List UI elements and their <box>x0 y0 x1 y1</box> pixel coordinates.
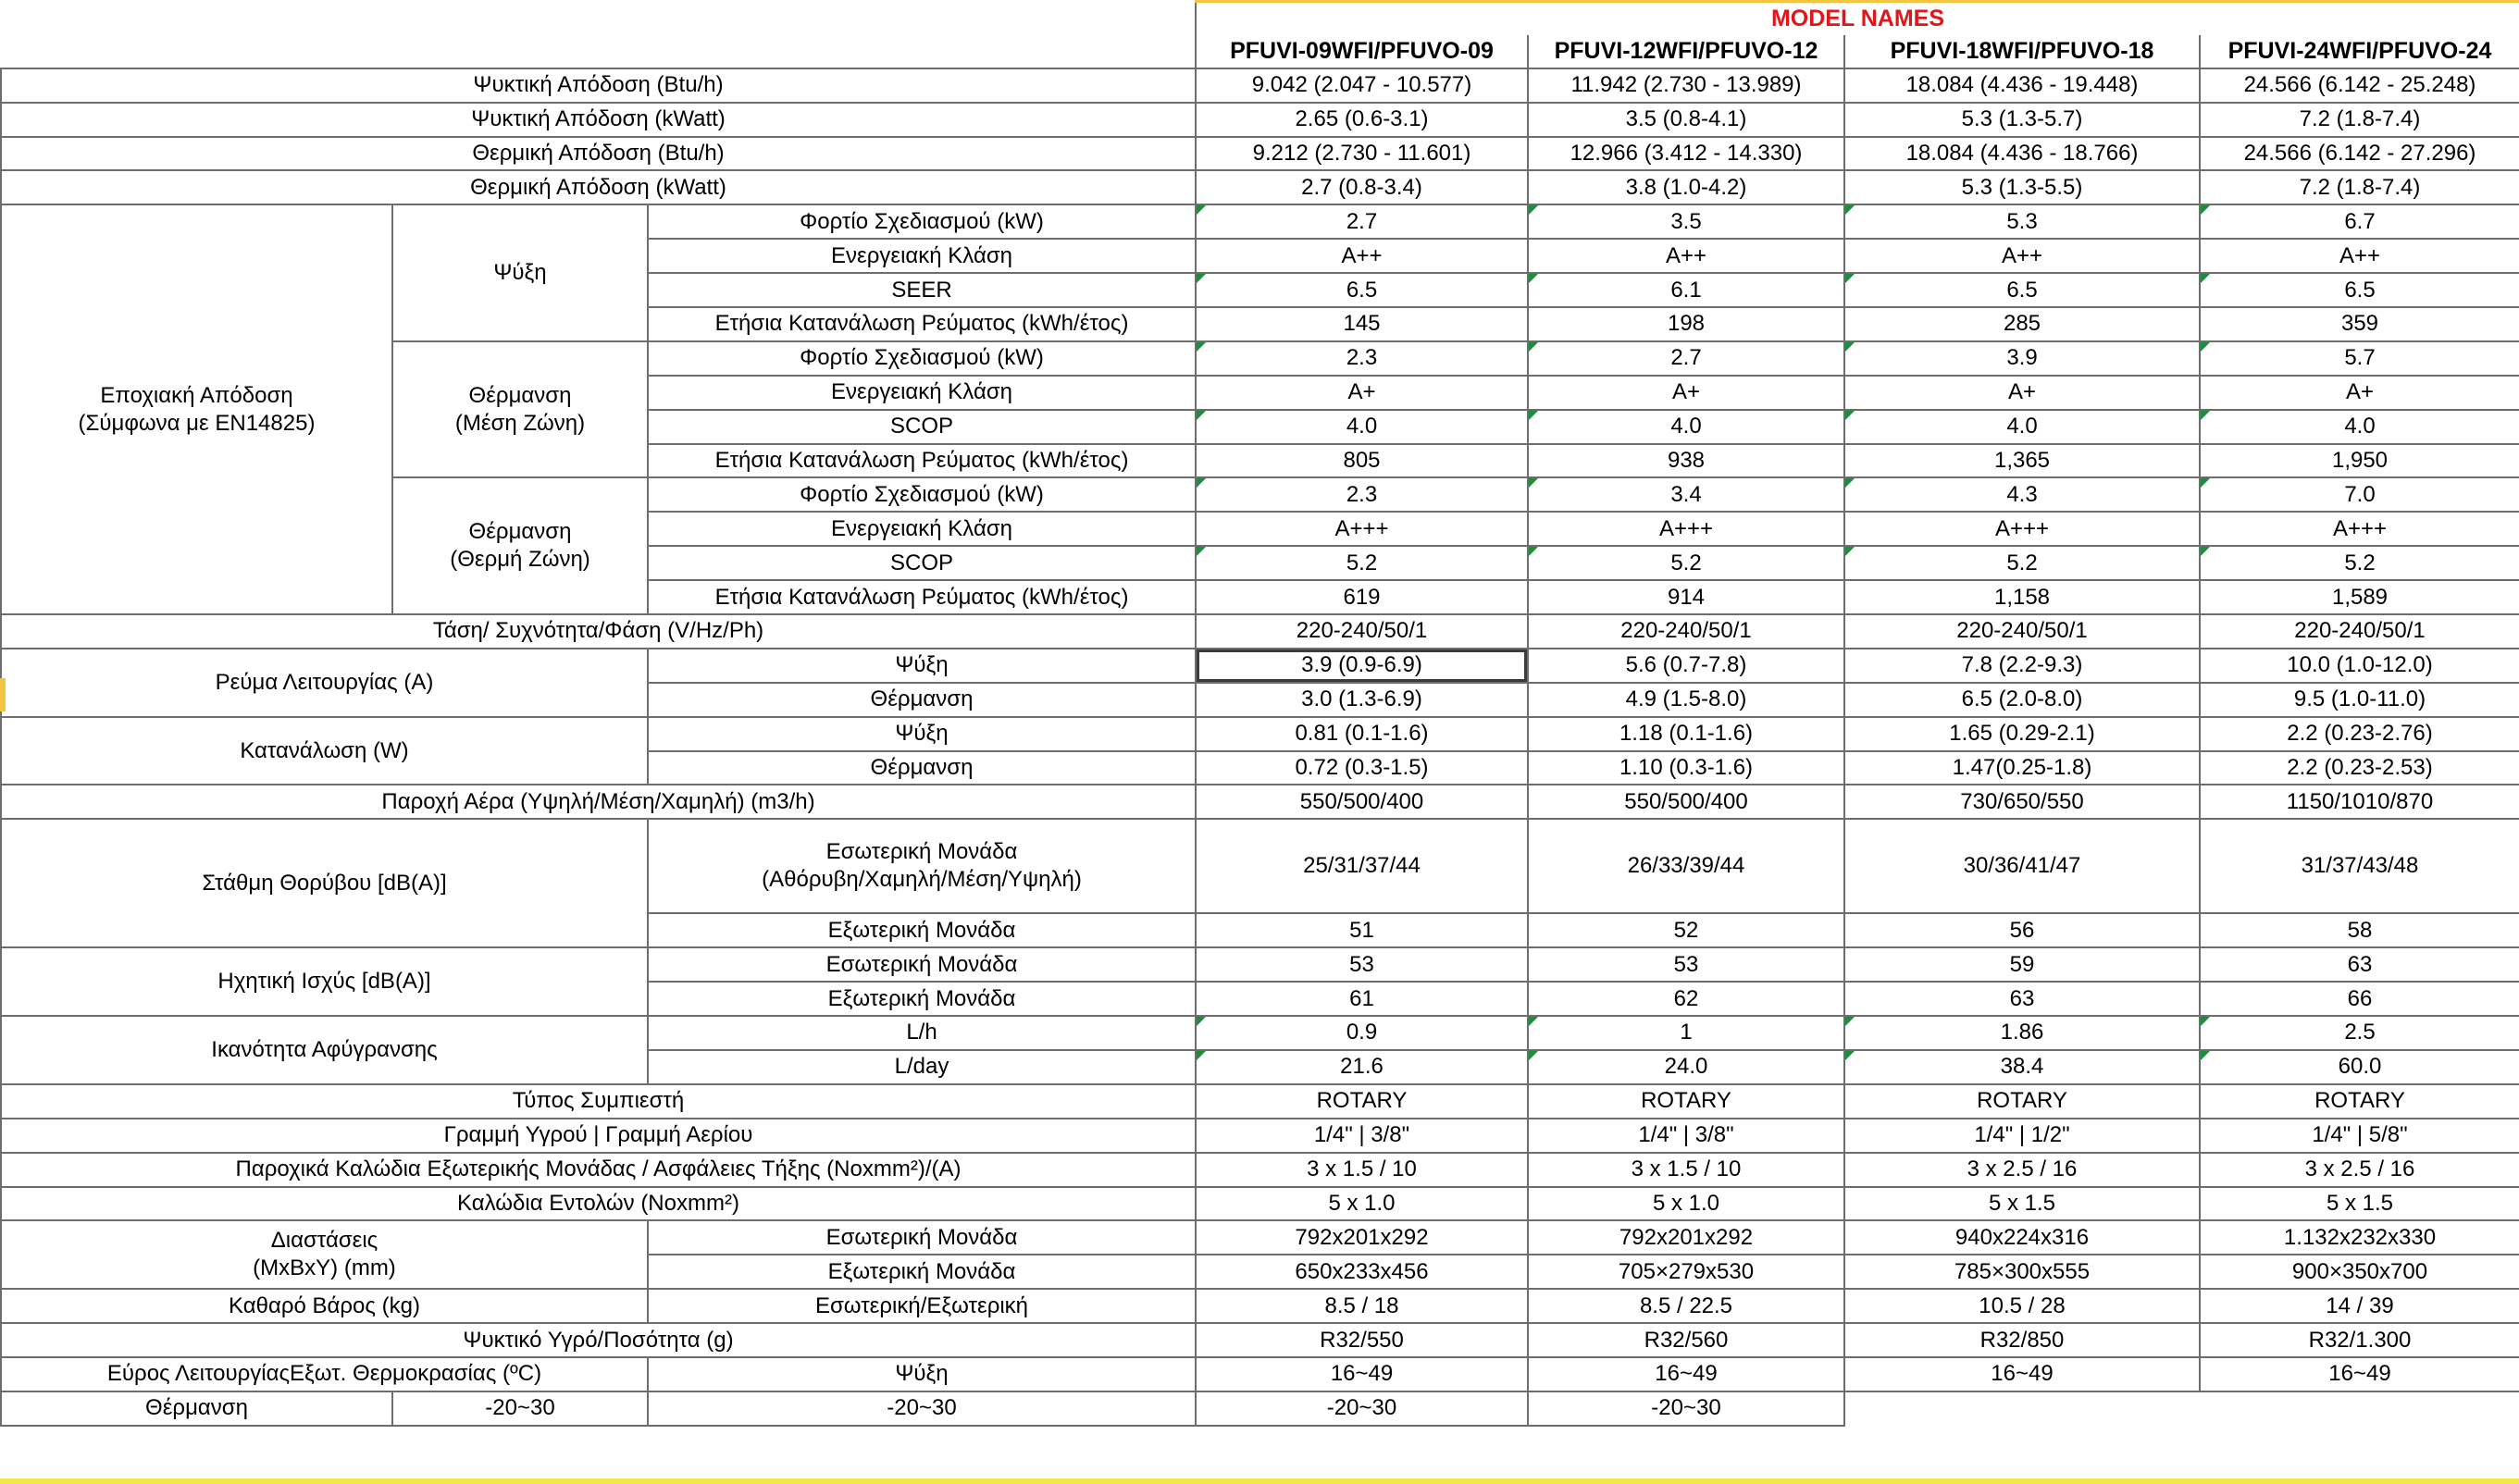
value-cell[interactable]: A++ <box>1528 239 1844 273</box>
row-label[interactable]: Ψυκτική Απόδοση (kWatt) <box>1 103 1196 137</box>
value-cell[interactable]: 3 x 2.5 / 16 <box>2200 1153 2519 1187</box>
row-label[interactable]: Θέρμανση <box>648 683 1196 717</box>
row-label[interactable]: Εξωτερική Μονάδα <box>648 982 1196 1016</box>
row-label[interactable]: Ψύξη <box>648 1357 1196 1391</box>
table-row <box>1 1187 2519 1221</box>
value-cell[interactable]: 550/500/400 <box>1528 785 1844 819</box>
value-cell[interactable]: 1150/1010/870 <box>2200 785 2519 819</box>
table-row <box>1 1119 2519 1153</box>
value-cell[interactable]: 1.47(0.25-1.8) <box>1844 751 2200 785</box>
value-cell[interactable]: 58 <box>2200 913 2519 947</box>
value-cell[interactable]: 2.2 (0.23-2.53) <box>2200 751 2519 785</box>
value-cell[interactable]: A+ <box>2200 376 2519 410</box>
table-row <box>1 947 2519 982</box>
value-cell[interactable]: 3.8 (1.0-4.2) <box>1528 170 1844 204</box>
row-label[interactable]: SCOP <box>648 410 1196 444</box>
value-cell[interactable]: 8.5 / 22.5 <box>1528 1289 1844 1323</box>
value-cell[interactable]: 62 <box>1528 982 1844 1016</box>
value-cell[interactable]: ROTARY <box>2200 1084 2519 1119</box>
value-cell[interactable]: A+++ <box>1528 512 1844 546</box>
table-row <box>1 137 2519 171</box>
value-cell[interactable]: 2.7 <box>1196 204 1528 239</box>
value-cell[interactable]: 2.65 (0.6-3.1) <box>1196 103 1528 137</box>
group-label[interactable]: Καθαρό Βάρος (kg) <box>1 1289 648 1323</box>
value-cell[interactable]: 26/33/39/44 <box>1528 819 1844 913</box>
row-label[interactable]: Ενεργειακή Κλάση <box>648 512 1196 546</box>
row-label[interactable]: Ψύξη <box>648 649 1196 683</box>
value-cell[interactable]: 1/4" | 5/8" <box>2200 1119 2519 1153</box>
value-cell[interactable]: A+++ <box>2200 512 2519 546</box>
value-cell[interactable]: 52 <box>1528 913 1844 947</box>
value-cell[interactable]: 7.2 (1.8-7.4) <box>2200 103 2519 137</box>
model-names-banner[interactable]: MODEL NAMES <box>1196 2 2519 35</box>
value-cell[interactable]: 938 <box>1528 444 1844 478</box>
value-cell[interactable]: 0.9 <box>1196 1016 1528 1050</box>
value-cell[interactable]: 9.5 (1.0-11.0) <box>2200 683 2519 717</box>
value-cell[interactable]: 220-240/50/1 <box>1528 614 1844 649</box>
row-label[interactable]: Εσωτερική Μονάδα (Αθόρυβη/Χαμηλή/Μέση/Υψηλή) <box>648 819 1196 913</box>
value-cell[interactable]: 2.3 <box>1196 477 1528 512</box>
value-cell[interactable]: 30/36/41/47 <box>1844 819 2200 913</box>
value-cell[interactable]: 198 <box>1528 307 1844 341</box>
value-cell[interactable]: 59 <box>1844 947 2200 982</box>
value-cell[interactable]: -20~30 <box>648 1391 1196 1426</box>
row-label[interactable]: Θέρμανση <box>648 751 1196 785</box>
value-cell[interactable]: 4.3 <box>1844 477 2200 512</box>
value-cell[interactable]: 16~49 <box>1528 1357 1844 1391</box>
value-cell[interactable]: 63 <box>1844 982 2200 1016</box>
value-cell[interactable]: 6.1 <box>1528 273 1844 307</box>
value-cell[interactable]: 1.86 <box>1844 1016 2200 1050</box>
row-label[interactable]: Ετήσια Κατανάλωση Ρεύματος (kWh/έτος) <box>648 444 1196 478</box>
value-cell[interactable]: -20~30 <box>1528 1391 1844 1426</box>
value-cell[interactable]: 9.042 (2.047 - 10.577) <box>1196 68 1528 103</box>
value-cell[interactable]: 5 x 1.5 <box>2200 1187 2519 1221</box>
value-cell[interactable]: A+ <box>1844 376 2200 410</box>
value-cell[interactable]: 5.2 <box>1196 546 1528 580</box>
value-cell[interactable]: 619 <box>1196 580 1528 614</box>
value-cell[interactable]: ROTARY <box>1196 1084 1528 1119</box>
model-name-cell[interactable]: PFUVI-12WFI/PFUVO-12 <box>1528 35 1844 68</box>
table-row <box>1 1289 2519 1323</box>
value-cell[interactable]: 53 <box>1196 947 1528 982</box>
value-cell[interactable]: 0.72 (0.3-1.5) <box>1196 751 1528 785</box>
row-label[interactable]: Παροχή Αέρα (Υψηλή/Μέση/Χαμηλή) (m3/h) <box>1 785 1196 819</box>
value-cell[interactable]: 3.4 <box>1528 477 1844 512</box>
value-cell[interactable]: 359 <box>2200 307 2519 341</box>
value-cell[interactable]: 1,365 <box>1844 444 2200 478</box>
header-blank-cell[interactable] <box>1 2 1196 68</box>
value-cell[interactable]: 4.0 <box>1844 410 2200 444</box>
value-cell[interactable]: 1/4" | 3/8" <box>1196 1119 1528 1153</box>
group-label[interactable]: Ηχητική Ισχύς [dB(A)] <box>1 947 648 1016</box>
value-cell[interactable]: 1,589 <box>2200 580 2519 614</box>
value-cell[interactable]: 6.5 <box>2200 273 2519 307</box>
value-cell[interactable]: 7.0 <box>2200 477 2519 512</box>
value-cell[interactable]: 6.5 <box>1844 273 2200 307</box>
table-row <box>1 1357 2519 1391</box>
value-cell[interactable]: 5.6 (0.7-7.8) <box>1528 649 1844 683</box>
row-label[interactable]: L/day <box>648 1050 1196 1084</box>
row-label[interactable]: Εσωτερική Μονάδα <box>648 947 1196 982</box>
value-cell[interactable]: 2.5 <box>2200 1016 2519 1050</box>
value-cell[interactable]: 18.084 (4.436 - 18.766) <box>1844 137 2200 171</box>
value-cell[interactable]: 900×350x700 <box>2200 1255 2519 1289</box>
value-cell[interactable]: 3.9 <box>1844 341 2200 376</box>
table-row <box>1 170 2519 204</box>
group-label[interactable]: Εύρος ΛειτουργίαςΕξωτ. Θερμοκρασίας (ºC) <box>1 1357 648 1391</box>
value-cell[interactable]: A+ <box>1196 376 1528 410</box>
value-cell[interactable]: 940x224x316 <box>1844 1220 2200 1255</box>
group-label[interactable]: Ικανότητα Αφύγρανσης <box>1 1016 648 1084</box>
row-label[interactable]: Τάση/ Συχνότητα/Φάση (V/Hz/Ph) <box>1 614 1196 649</box>
subgroup-label[interactable]: Ψύξη <box>392 204 648 341</box>
value-cell[interactable]: -20~30 <box>1196 1391 1528 1426</box>
value-cell[interactable]: 805 <box>1196 444 1528 478</box>
value-cell[interactable]: 5.3 <box>1844 204 2200 239</box>
value-cell[interactable]: 914 <box>1528 580 1844 614</box>
value-cell[interactable]: 3 x 1.5 / 10 <box>1528 1153 1844 1187</box>
value-cell[interactable]: 705×279x530 <box>1528 1255 1844 1289</box>
value-cell[interactable]: 3.9 (0.9-6.9) <box>1196 649 1528 683</box>
value-cell[interactable]: 16~49 <box>1844 1357 2200 1391</box>
value-cell[interactable]: -20~30 <box>392 1391 648 1426</box>
value-cell[interactable]: 7.8 (2.2-9.3) <box>1844 649 2200 683</box>
value-cell[interactable]: 38.4 <box>1844 1050 2200 1084</box>
model-name-cell[interactable]: PFUVI-18WFI/PFUVO-18 <box>1844 35 2200 68</box>
value-cell[interactable]: 10.5 / 28 <box>1844 1289 2200 1323</box>
table-row <box>1 1153 2519 1187</box>
value-cell[interactable]: 2.3 <box>1196 341 1528 376</box>
table-row <box>1 614 2519 649</box>
value-cell[interactable]: 8.5 / 18 <box>1196 1289 1528 1323</box>
table-row <box>1 717 2519 751</box>
value-cell[interactable]: 730/650/550 <box>1844 785 2200 819</box>
row-label[interactable]: SEER <box>648 273 1196 307</box>
value-cell[interactable]: 10.0 (1.0-12.0) <box>2200 649 2519 683</box>
value-cell[interactable]: A+ <box>1528 376 1844 410</box>
value-cell[interactable]: 1.65 (0.29-2.1) <box>1844 717 2200 751</box>
value-cell[interactable]: 5.2 <box>2200 546 2519 580</box>
value-cell[interactable]: 2.7 <box>1528 341 1844 376</box>
row-label[interactable]: SCOP <box>648 546 1196 580</box>
spec-table-body <box>1 2 2519 1426</box>
value-cell[interactable]: 12.966 (3.412 - 14.330) <box>1528 137 1844 171</box>
value-cell[interactable]: 5 x 1.0 <box>1196 1187 1528 1221</box>
value-cell[interactable]: 1/4" | 1/2" <box>1844 1119 2200 1153</box>
value-cell[interactable]: 31/37/43/48 <box>2200 819 2519 913</box>
model-name-cell[interactable]: PFUVI-09WFI/PFUVO-09 <box>1196 35 1528 68</box>
group-label[interactable]: Εποχιακή Απόδοση (Σύμφωνα με EN14825) <box>1 204 392 614</box>
value-cell[interactable]: 18.084 (4.436 - 19.448) <box>1844 68 2200 103</box>
selection-row-accent <box>0 678 6 711</box>
value-cell[interactable]: 56 <box>1844 913 2200 947</box>
value-cell[interactable]: 51 <box>1196 913 1528 947</box>
value-cell[interactable]: 6.5 (2.0-8.0) <box>1844 683 2200 717</box>
header-row-banner <box>1 2 2519 35</box>
value-cell[interactable]: 60.0 <box>2200 1050 2519 1084</box>
group-label[interactable]: Διαστάσεις (ΜxΒxΥ) (mm) <box>1 1220 648 1289</box>
value-cell[interactable]: 7.2 (1.8-7.4) <box>2200 170 2519 204</box>
row-label[interactable]: L/h <box>648 1016 1196 1050</box>
value-cell[interactable]: 3.5 <box>1528 204 1844 239</box>
table-row <box>1 1323 2519 1357</box>
row-label[interactable]: Παροχικά Καλώδια Εξωτερικής Μονάδας / Ασφάλειες Τήξης (Noxmm²)/(A) <box>1 1153 1196 1187</box>
row-label[interactable]: Φορτίο Σχεδιασμού (kW) <box>648 477 1196 512</box>
row-label[interactable]: Καλώδια Εντολών (Noxmm²) <box>1 1187 1196 1221</box>
value-cell[interactable]: 2.7 (0.8-3.4) <box>1196 170 1528 204</box>
value-cell[interactable]: 792x201x292 <box>1528 1220 1844 1255</box>
value-cell[interactable]: 6.5 <box>1196 273 1528 307</box>
value-cell[interactable]: A+++ <box>1844 512 2200 546</box>
value-cell[interactable]: R32/1.300 <box>2200 1323 2519 1357</box>
row-label[interactable]: Εξωτερική Μονάδα <box>648 913 1196 947</box>
value-cell[interactable]: 9.212 (2.730 - 11.601) <box>1196 137 1528 171</box>
row-label[interactable]: Φορτίο Σχεδιασμού (kW) <box>648 204 1196 239</box>
table-row <box>1 1220 2519 1255</box>
row-label[interactable]: Ετήσια Κατανάλωση Ρεύματος (kWh/έτος) <box>648 580 1196 614</box>
value-cell[interactable]: 792x201x292 <box>1196 1220 1528 1255</box>
value-cell[interactable]: 785×300x555 <box>1844 1255 2200 1289</box>
value-cell[interactable]: 5 x 1.5 <box>1844 1187 2200 1221</box>
subgroup-label[interactable]: Θέρμανση (Θερμή Ζώνη) <box>392 477 648 614</box>
value-cell[interactable]: 25/31/37/44 <box>1196 819 1528 913</box>
value-cell[interactable]: R32/560 <box>1528 1323 1844 1357</box>
value-cell[interactable]: 14 / 39 <box>2200 1289 2519 1323</box>
value-cell[interactable]: 11.942 (2.730 - 13.989) <box>1528 68 1844 103</box>
sheet-bottom-accent <box>0 1478 2519 1484</box>
value-cell[interactable]: 5.3 (1.3-5.7) <box>1844 103 2200 137</box>
value-cell[interactable]: 6.7 <box>2200 204 2519 239</box>
row-label[interactable]: Ψυκτικό Υγρό/Ποσότητα (g) <box>1 1323 1196 1357</box>
row-label[interactable]: Θερμική Απόδοση (Btu/h) <box>1 137 1196 171</box>
table-row <box>1 785 2519 819</box>
value-cell[interactable]: 16~49 <box>2200 1357 2519 1391</box>
value-cell[interactable]: A+++ <box>1196 512 1528 546</box>
row-label[interactable]: Θερμική Απόδοση (kWatt) <box>1 170 1196 204</box>
value-cell[interactable]: 220-240/50/1 <box>2200 614 2519 649</box>
value-cell[interactable]: R32/550 <box>1196 1323 1528 1357</box>
group-label[interactable]: Στάθμη Θορύβου [dB(A)] <box>1 819 648 947</box>
table-row <box>1 649 2519 683</box>
value-cell[interactable]: 66 <box>2200 982 2519 1016</box>
value-cell[interactable]: 1,158 <box>1844 580 2200 614</box>
row-label[interactable]: Θέρμανση <box>1 1391 392 1426</box>
value-cell[interactable]: 285 <box>1844 307 2200 341</box>
row-label[interactable]: Ενεργειακή Κλάση <box>648 239 1196 273</box>
value-cell[interactable]: 24.566 (6.142 - 27.296) <box>2200 137 2519 171</box>
table-row <box>1 1391 2519 1426</box>
value-cell[interactable]: 0.81 (0.1-1.6) <box>1196 717 1528 751</box>
table-row <box>1 1084 2519 1119</box>
value-cell[interactable]: 21.6 <box>1196 1050 1528 1084</box>
value-cell[interactable]: 3.0 (1.3-6.9) <box>1196 683 1528 717</box>
value-cell[interactable]: 220-240/50/1 <box>1844 614 2200 649</box>
subgroup-label[interactable]: Θέρμανση (Μέση Ζώνη) <box>392 341 648 478</box>
group-label[interactable]: Κατανάλωση (W) <box>1 717 648 785</box>
value-cell[interactable]: A++ <box>1844 239 2200 273</box>
value-cell[interactable]: 5.7 <box>2200 341 2519 376</box>
value-cell[interactable]: 24.566 (6.142 - 25.248) <box>2200 68 2519 103</box>
value-cell[interactable]: 1/4" | 3/8" <box>1528 1119 1844 1153</box>
value-cell[interactable]: 16~49 <box>1196 1357 1528 1391</box>
value-cell[interactable]: 550/500/400 <box>1196 785 1528 819</box>
value-cell[interactable]: R32/850 <box>1844 1323 2200 1357</box>
row-label[interactable]: Εξωτερική Μονάδα <box>648 1255 1196 1289</box>
value-cell[interactable]: A++ <box>1196 239 1528 273</box>
value-cell[interactable]: 1.132x232x330 <box>2200 1220 2519 1255</box>
row-label[interactable]: Ετήσια Κατανάλωση Ρεύματος (kWh/έτος) <box>648 307 1196 341</box>
value-cell[interactable]: 4.0 <box>1528 410 1844 444</box>
value-cell[interactable]: 24.0 <box>1528 1050 1844 1084</box>
value-cell[interactable]: 1.10 (0.3-1.6) <box>1528 751 1844 785</box>
value-cell[interactable]: 4.0 <box>2200 410 2519 444</box>
value-cell[interactable]: 145 <box>1196 307 1528 341</box>
value-cell[interactable]: 3 x 1.5 / 10 <box>1196 1153 1528 1187</box>
value-cell[interactable]: 3 x 2.5 / 16 <box>1844 1153 2200 1187</box>
table-row <box>1 204 2519 239</box>
row-label[interactable]: Ψυκτική Απόδοση (Btu/h) <box>1 68 1196 103</box>
group-label[interactable]: Ρεύμα Λειτουργίας (A) <box>1 649 648 717</box>
value-cell[interactable]: 1,950 <box>2200 444 2519 478</box>
value-cell[interactable]: 61 <box>1196 982 1528 1016</box>
table-row <box>1 819 2519 913</box>
row-label[interactable]: Ενεργειακή Κλάση <box>648 376 1196 410</box>
value-cell[interactable]: 4.0 <box>1196 410 1528 444</box>
row-label[interactable]: Εσωτερική/Εξωτερική <box>648 1289 1196 1323</box>
value-cell[interactable]: 5.3 (1.3-5.5) <box>1844 170 2200 204</box>
table-row <box>1 1016 2519 1050</box>
value-cell[interactable]: 5 x 1.0 <box>1528 1187 1844 1221</box>
value-cell[interactable]: 2.2 (0.23-2.76) <box>2200 717 2519 751</box>
value-cell[interactable]: 53 <box>1528 947 1844 982</box>
value-cell[interactable]: ROTARY <box>1844 1084 2200 1119</box>
value-cell[interactable]: ROTARY <box>1528 1084 1844 1119</box>
row-label[interactable]: Τύπος Συμπιεστή <box>1 1084 1196 1119</box>
table-row <box>1 103 2519 137</box>
value-cell[interactable]: 220-240/50/1 <box>1196 614 1528 649</box>
value-cell[interactable]: 63 <box>2200 947 2519 982</box>
table-row <box>1 68 2519 103</box>
value-cell[interactable]: 1 <box>1528 1016 1844 1050</box>
model-name-cell[interactable]: PFUVI-24WFI/PFUVO-24 <box>2200 35 2519 68</box>
row-label[interactable]: Ψύξη <box>648 717 1196 751</box>
value-cell[interactable]: 5.2 <box>1844 546 2200 580</box>
value-cell[interactable]: 650x233x456 <box>1196 1255 1528 1289</box>
value-cell[interactable]: 5.2 <box>1528 546 1844 580</box>
value-cell[interactable]: A++ <box>2200 239 2519 273</box>
row-label[interactable]: Φορτίο Σχεδιασμού (kW) <box>648 341 1196 376</box>
row-label[interactable]: Εσωτερική Μονάδα <box>648 1220 1196 1255</box>
value-cell[interactable]: 3.5 (0.8-4.1) <box>1528 103 1844 137</box>
value-cell[interactable]: 4.9 (1.5-8.0) <box>1528 683 1844 717</box>
row-label[interactable]: Γραμμή Υγρού | Γραμμή Αερίου <box>1 1119 1196 1153</box>
value-cell[interactable]: 1.18 (0.1-1.6) <box>1528 717 1844 751</box>
